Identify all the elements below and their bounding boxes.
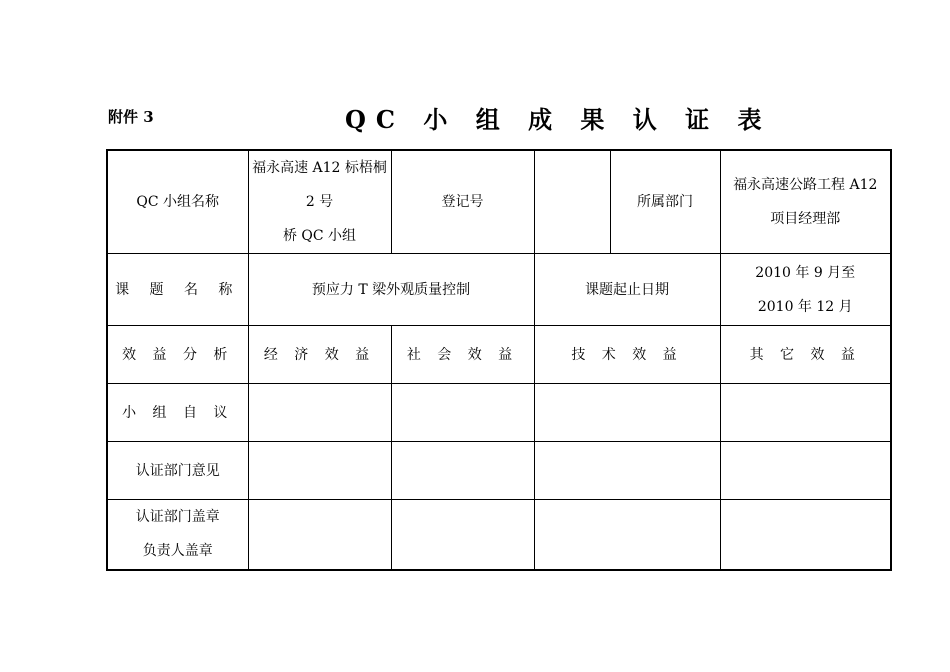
dept-opinion-social-cell[interactable]: [391, 442, 534, 500]
group-name-line1: 福永高速 A12 标梧桐 2 号: [252, 160, 387, 210]
dept-opinion-other-cell[interactable]: [720, 442, 891, 500]
seal-other-cell[interactable]: [720, 500, 891, 570]
seal-label: [107, 500, 248, 570]
self-review-economic-cell[interactable]: [248, 384, 391, 442]
topic-date-value: [720, 254, 891, 326]
dept-opinion-label: 认证部门意见: [107, 442, 248, 500]
self-review-technical-cell[interactable]: [534, 384, 720, 442]
seal-label-line2: 负责人盖章: [142, 543, 213, 560]
seal-social-cell[interactable]: [391, 500, 534, 570]
department-value: [720, 150, 891, 254]
seal-economic-cell[interactable]: [248, 500, 391, 570]
table-row-benefit: [107, 326, 891, 384]
table-row-dept-opinion: [107, 442, 891, 500]
dept-opinion-economic-cell[interactable]: [248, 442, 391, 500]
topic-value: 预应力 T 梁外观质量控制: [248, 254, 534, 326]
topic-date-line2: 2010 年 12 月: [757, 298, 853, 315]
benefit-label: 效 益 分 析: [107, 326, 248, 384]
group-name-line2: 桥 QC 小组: [282, 228, 357, 244]
certification-table: [106, 149, 892, 571]
self-review-other-cell[interactable]: [720, 384, 891, 442]
group-name-value: [248, 150, 391, 254]
registration-value: [534, 150, 610, 254]
department-line2: 项目经理部: [770, 211, 841, 227]
seal-technical-cell[interactable]: [534, 500, 720, 570]
topic-date-label: 课题起止日期: [534, 254, 720, 326]
other-benefit: 其 它 效 益: [720, 326, 891, 384]
dept-opinion-technical-cell[interactable]: [534, 442, 720, 500]
department-line1: 福永高速公路工程 A12: [733, 177, 878, 193]
registration-label: 登记号: [391, 150, 534, 254]
table-row-self-review: [107, 384, 891, 442]
economic-benefit: 经 济 效 益: [248, 326, 391, 384]
social-benefit: 社 会 效 益: [391, 326, 534, 384]
table-row-seal: [107, 500, 891, 570]
self-review-label: 小 组 自 议: [107, 384, 248, 442]
table-row-group: [107, 150, 891, 254]
self-review-social-cell[interactable]: [391, 384, 534, 442]
department-label: 所属部门: [610, 150, 720, 254]
table-row-topic: [107, 254, 891, 326]
form-title: QC 小 组 成 果 认 证 表: [345, 105, 772, 134]
topic-date-line1: 2010 年 9 月至: [755, 264, 856, 281]
group-name-label: QC 小组名称: [107, 150, 248, 254]
attachment-label: 附件 3: [108, 108, 154, 126]
seal-label-line1: 认证部门盖章: [135, 509, 220, 526]
topic-label: 课 题 名 称: [107, 254, 248, 326]
technical-benefit: 技 术 效 益: [534, 326, 720, 384]
